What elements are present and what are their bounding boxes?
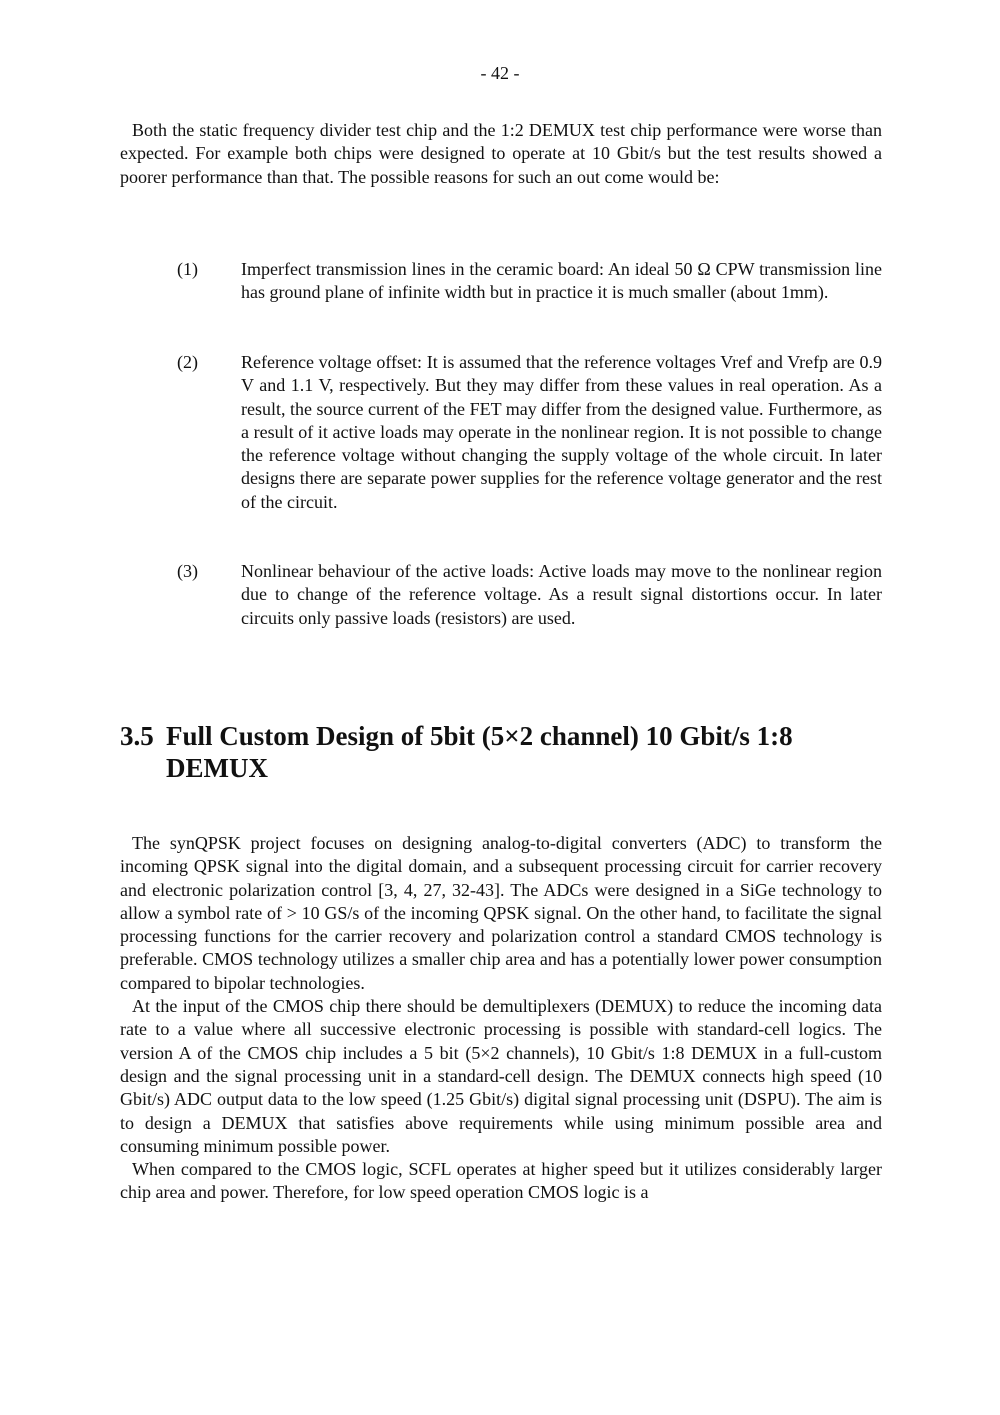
section-body — [120, 832, 882, 1205]
reason-item-2 — [177, 351, 882, 514]
intro-paragraph: Both the static frequency divider test chip and the 1:2 DEMUX test chip performance were worse than expected. For example both chips were designed to operate at 10 Gbit/s but the test results showed a poorer performance than that. The possible reasons for such an out come would be: — [120, 120, 882, 187]
page-number: - 42 - — [480, 63, 520, 83]
section-paragraph-2: At the input of the CMOS chip there should be demultiplexers (DEMUX) to reduce the incoming data rate to a value where all successive electronic processing is possible with standard-cell logics. The version A of the CMOS chip includes a 5 bit (5×2 channels), 10 Gbit/s 1:8 DEMUX in a full-custom design and the signal processing unit in a standard-cell design. The DEMUX connects high speed (10 Gbit/s) ADC output data to the low speed (1.25 Gbit/s) digital signal processing unit (DSPU). The aim is to design a DEMUX that satisfies above requirements while using minimum possible area and consuming minimum possible power. — [120, 996, 882, 1156]
reason-text: Imperfect transmission lines in the ceramic board: An ideal 50 Ω CPW transmission line has ground plane of infinite width but in practice it is much smaller (about 1mm). — [241, 259, 882, 303]
intro-paragraph-block — [120, 119, 882, 189]
section-heading — [120, 720, 880, 784]
reason-item-1 — [177, 258, 882, 305]
section-number: 3.5 — [120, 721, 154, 751]
reason-number: (2) — [177, 352, 198, 372]
reason-item-3 — [177, 560, 882, 630]
section-title-line1: Full Custom Design of 5bit (5×2 channel) 10 Gbit/s 1:8 — [166, 721, 793, 751]
section-paragraph-3: When compared to the CMOS logic, SCFL operates at higher speed but it utilizes considerably larger chip area and power. Therefore, for low speed operation CMOS logic is a — [120, 1159, 882, 1203]
section-paragraph-1: The synQPSK project focuses on designing analog-to-digital converters (ADC) to transform the incoming QPSK signal into the digital domain, and a subsequent processing circuit for carrier recovery and electronic polarization control [3, 4, 27, 32-43]. The ADCs were designed in a SiGe technology to allow a symbol rate of > 10 GS/s of the incoming QPSK signal. On the other hand, to facilitate the signal processing functions for the carrier recovery and polarization control a standard CMOS technology is preferable. CMOS technology utilizes a smaller chip area and has a potentially lower power consumption compared to bipolar technologies. — [120, 833, 882, 993]
reason-text: Reference voltage offset: It is assumed that the reference voltages Vref and Vrefp are 0.9 V and 1.1 V, respectively. But they may differ from these values in real operation. As a result, the source current of the FET may differ from the designed value. Furthermore, as a result of it active loads may operate in the nonlinear region. It is not possible to change the reference voltage without changing the supply voltage of the whole circuit. In later designs there are separate power supplies for the reference voltage generator and the rest of the circuit. — [241, 352, 882, 512]
reason-number: (3) — [177, 561, 198, 581]
reason-number: (1) — [177, 259, 198, 279]
section-title-line2: DEMUX — [166, 753, 268, 783]
reason-text: Nonlinear behaviour of the active loads: Active loads may move to the nonlinear region due to change of the reference voltage. As a result signal distortions occur. In later circuits only passive loads (resistors) are used. — [241, 561, 882, 628]
